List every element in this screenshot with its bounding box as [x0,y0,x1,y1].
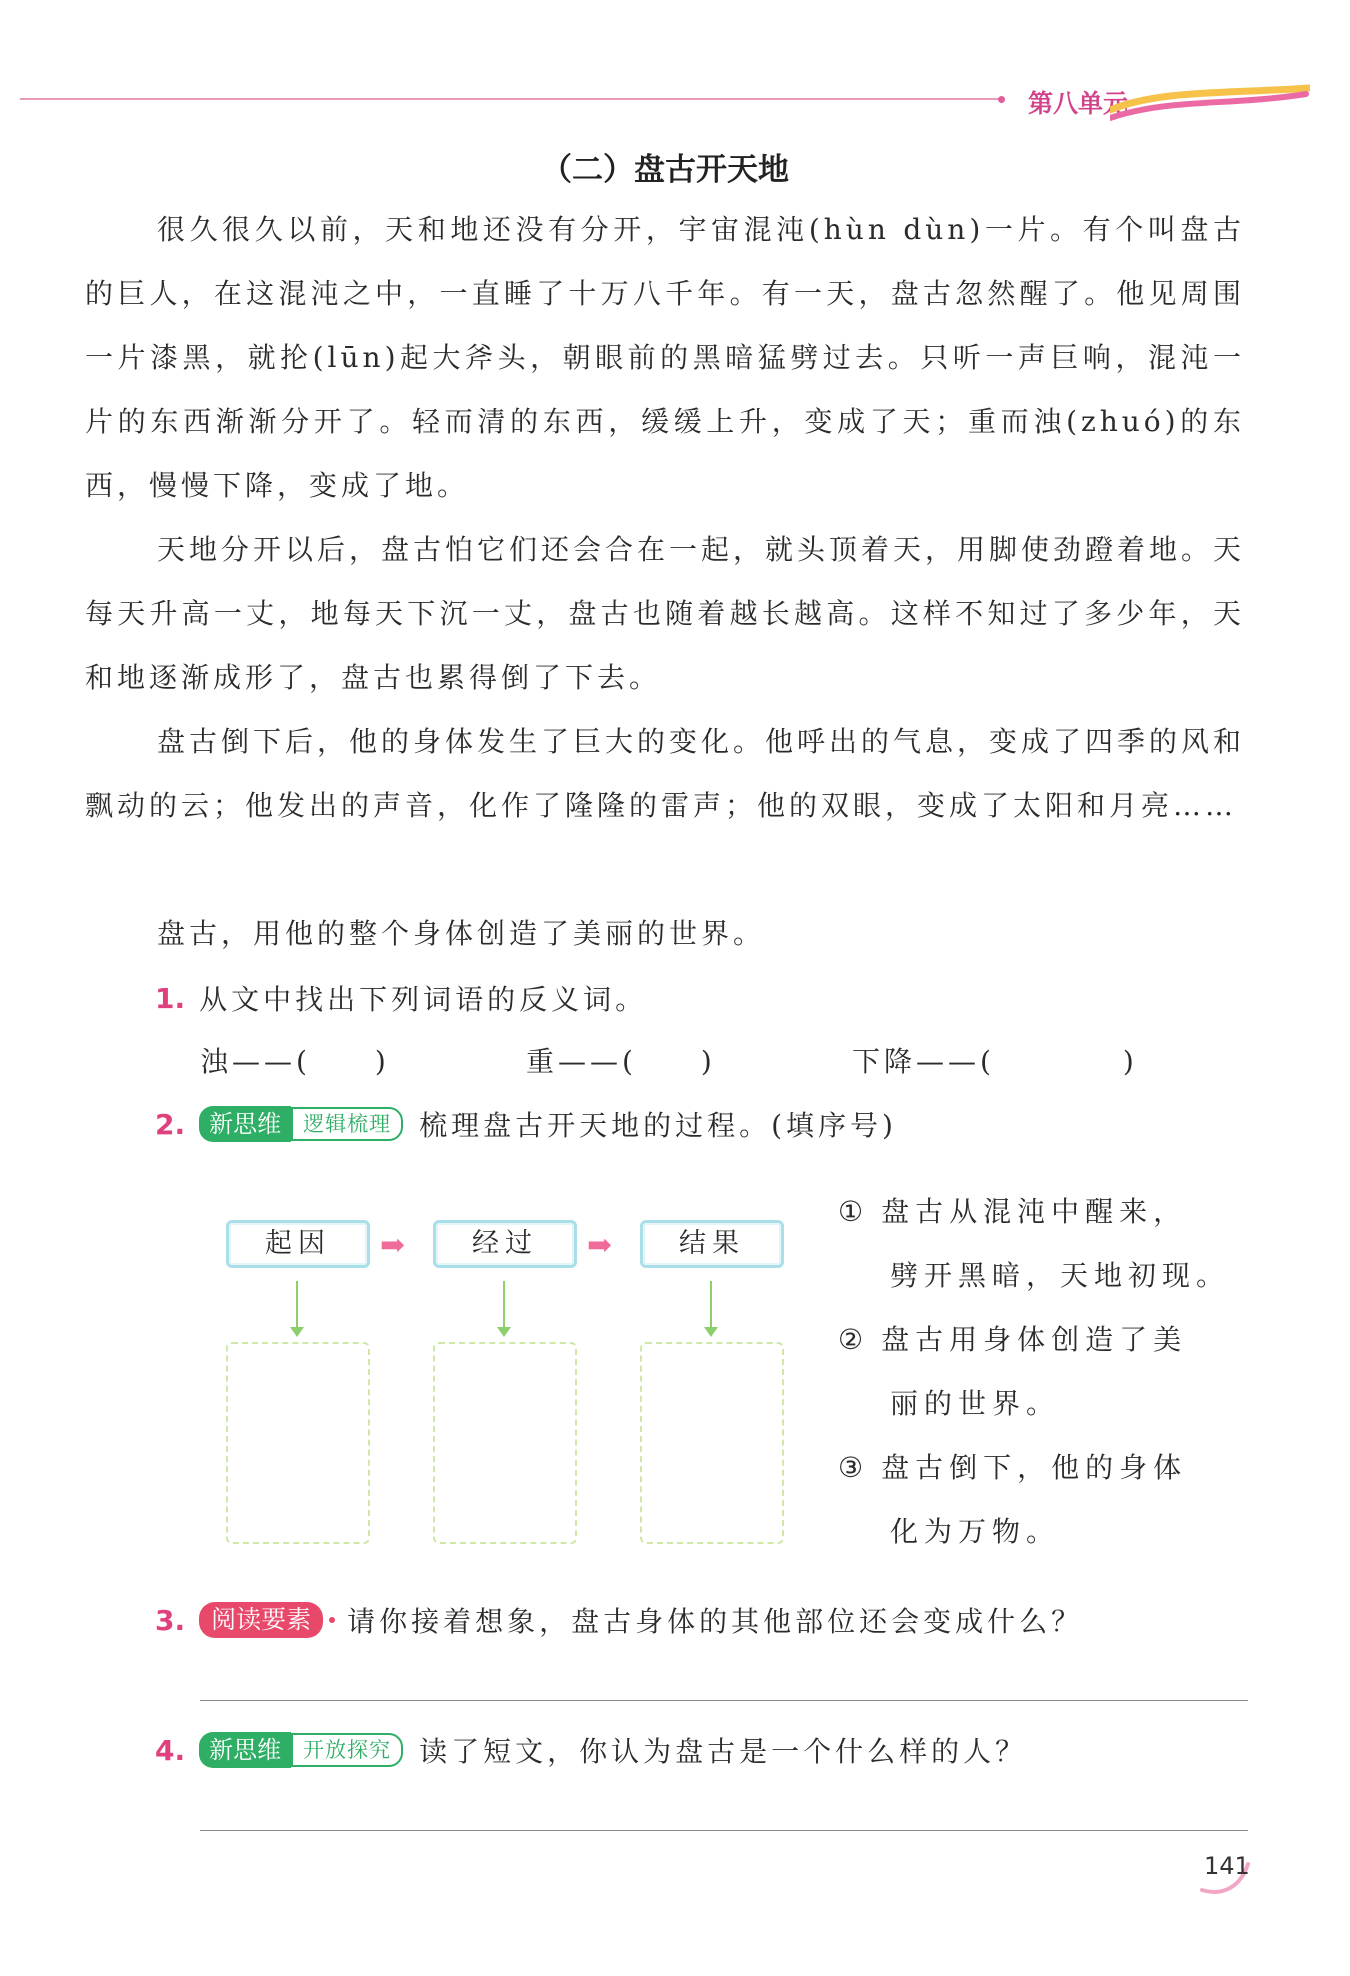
right-arrow-icon: ➡ [380,1228,406,1263]
answer-box-process[interactable] [433,1342,577,1544]
option-text: 盘古从混沌中醒来， [881,1195,1188,1228]
logic-tag: 逻辑梳理 [291,1107,403,1141]
open-explore-tag: 开放探究 [291,1733,403,1767]
option-number: ① [838,1195,864,1228]
option-2 [838,1308,1238,1436]
down-arrow-icon [296,1281,298,1329]
option-number: ② [838,1323,864,1356]
new-thinking-tag: 新思维 [199,1732,291,1768]
answer-box-cause[interactable] [226,1342,370,1544]
option-text: 盘古用身体创造了美 [881,1323,1188,1356]
question-text: 请你接着想象，盘古身体的其他部位还会变成什么？ [347,1605,1084,1638]
story-paragraph-2: 天地分开以后，盘古怕它们还会合在一起，就头顶着天，用脚使劲蹬着地。天每天升高一丈，地每天下沉一丈，盘古也随着越长越高。这样不知过了多少年，天和地逐渐成形了，盘古也累得倒了下去。 [85,533,1246,694]
antonym-blank-2[interactable]: 重——( ) [526,1045,716,1078]
unit-label: 第八单元 [1028,89,1129,118]
question-2 [155,1104,897,1144]
question-number: 4. [155,1733,186,1767]
flow-box-process: 经过 [433,1220,577,1268]
reading-element-tag: 阅读要素 [199,1602,323,1638]
question-text: 从文中找出下列词语的反义词。 [199,983,648,1016]
antonym-blank-3[interactable]: 下降——( ) [852,1045,1138,1078]
question-1 [155,978,647,1018]
antonym-blank-1[interactable]: 浊——( ) [200,1045,390,1078]
story-paragraph-4: 盘古，用他的整个身体创造了美丽的世界。 [157,917,766,950]
answer-line-q3[interactable] [200,1700,1248,1701]
header-dot-icon [998,96,1005,103]
question-text: 读了短文，你认为盘古是一个什么样的人？ [419,1735,1028,1768]
down-arrow-icon [710,1281,712,1329]
ribbon-decoration-icon [1110,84,1310,124]
question-number: 2. [155,1107,186,1141]
question-3 [155,1600,1083,1640]
answer-box-result[interactable] [640,1342,784,1544]
option-3 [838,1436,1238,1564]
story-paragraph-3: 盘古倒下后，他的身体发生了巨大的变化。他呼出的气息，变成了四季的风和飘动的云；他发出的声音，化作了隆隆的雷声；他的双眼，变成了太阳和月亮…… [85,725,1246,822]
question-4 [155,1730,1027,1770]
story-paragraph-1: 很久很久以前，天和地还没有分开，宇宙混沌(hùn dùn)一片。有个叫盘古的巨人，在这混沌之中，一直睡了十万八千年。有一天，盘古忽然醒了。他见周围一片漆黑，就抡(lūn)起大斧头，朝眼前的黑暗猛劈过去。只听一声巨响，混沌一片的东西渐渐分开了。轻而清的东西，缓缓上升，变成了天；重而浊(zhuó)的东西，慢慢下降，变成了地。 [85,213,1245,502]
right-arrow-icon: ➡ [587,1228,613,1263]
question-number: 1. [155,981,186,1015]
page-title: （二）盘古开天地 [541,152,789,188]
answer-line-q4[interactable] [200,1830,1248,1831]
header-rule [20,98,1005,100]
question-number: 3. [155,1603,186,1637]
option-text-cont: 丽的世界。 [890,1387,1061,1420]
dot-icon [329,1617,335,1623]
question-text: 梳理盘古开天地的过程。(填序号) [419,1109,897,1142]
option-text-cont: 劈开黑暗，天地初现。 [890,1259,1231,1292]
option-number: ③ [838,1451,864,1484]
flow-box-cause: 起因 [226,1220,370,1268]
flow-box-result: 结果 [640,1220,784,1268]
option-1 [838,1180,1238,1308]
page-number: 141 [1204,1852,1250,1880]
option-text-cont: 化为万物。 [890,1515,1061,1548]
new-thinking-tag: 新思维 [199,1106,291,1142]
down-arrow-icon [503,1281,505,1329]
option-text: 盘古倒下，他的身体 [881,1451,1188,1484]
